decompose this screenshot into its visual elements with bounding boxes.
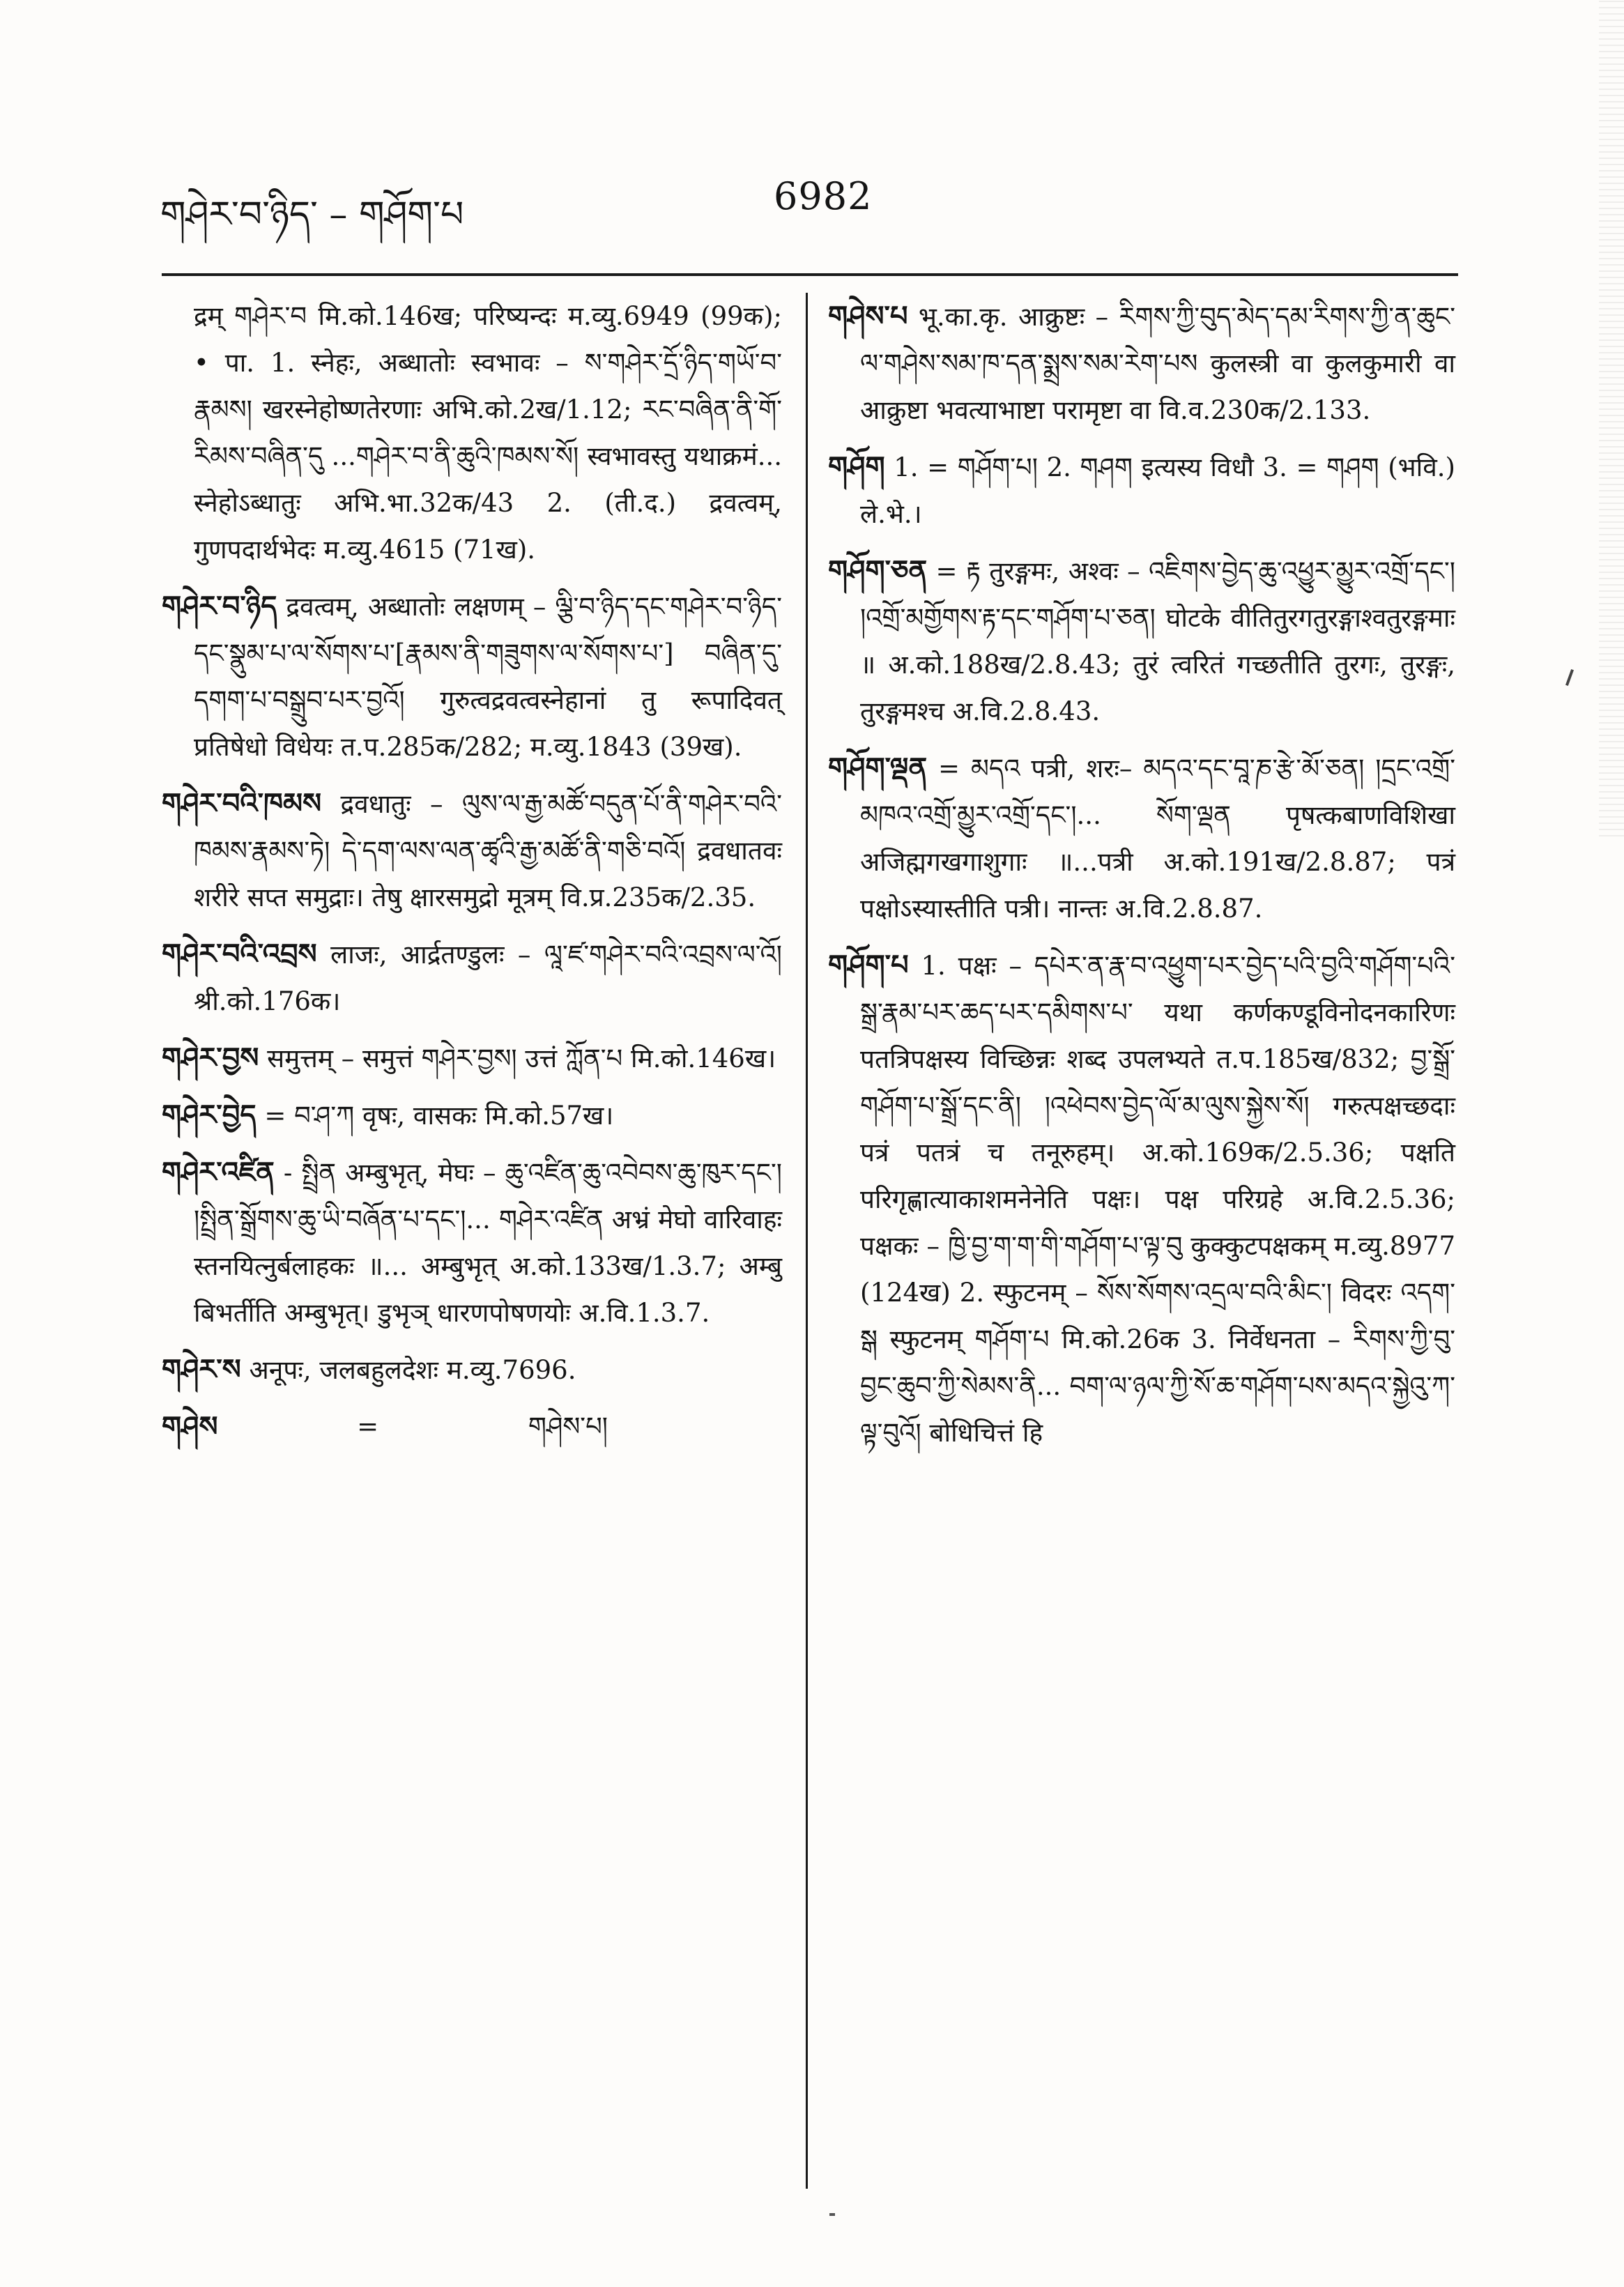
headword: གཤེར་བའི་ཁམས bbox=[162, 787, 322, 820]
dictionary-entry bbox=[828, 744, 1455, 932]
page-header bbox=[160, 160, 1464, 237]
entry-body: द्रवत्वम्, अब्धातोः लक्षणम् – ལྕི་བ་ཉིད་དང་གཤེར་བ་ཉིད་དང་སྣུམ་པ་ལ་སོགས་པ་[རྣམས་ནི་གཟུགས་ལ་སོགས་པ་] བཞིན་དུ་དགག་པ་བསྒྲུབ་པར་བྱའོ། गुरुत्वद्रवत्वस्नेहानां तु रूपादिवत् प्रतिषेधो विधेयः त.प.285क/282; म.व्यु.1843 (39ख). bbox=[194, 592, 782, 762]
entry-body: = རྟ तुरङ्गमः, अश्वः – འཇིགས་བྱེད་ཆུ་འཕྱུར་མྱུར་འགྲོ་དང་། །འགྲོ་མགྱོགས་རྟ་དང་གཤོག་པ་ཅན། घोटके वीतितुरगतुरङ्गाश्वतुरङ्गमाः ॥ अ.को.188ख/2.8.43; तुरं त्वरितं गच्छतीति तुरगः, तुरङ्गः, तुरङ्गमश्च अ.वि.2.8.43. bbox=[860, 556, 1455, 726]
headword: གཤེར་བའི་འབྲས bbox=[162, 938, 317, 970]
entry-continued bbox=[162, 293, 782, 573]
headword: གཤེར་ས bbox=[162, 1353, 241, 1386]
headword: གཤེས་པ bbox=[828, 300, 908, 332]
stray-dot bbox=[829, 2213, 835, 2216]
headword: གཤེས bbox=[162, 1410, 218, 1443]
dictionary-entry bbox=[162, 583, 782, 770]
entry-body: - སྤྲིན अम्बुभृत्, मेघः – ཆུ་འཛིན་ཆུ་འབེབས་ཆུ་ཁུར་དང་། །སྤྲིན་སྒྲོགས་ཆུ་ཡི་བཞོན་པ་དང་།... གཤེར་འཛིན अभ्रं मेघो वारिवाहः स्तनयित्नुर्बलाहकः ॥... अम्बुभृत् अ.को.133ख/1.3.7; अम्बु बिभर्तीति अम्बुभृत्। डुभृञ् धारणपोषणयोः अ.वि.1.3.7. bbox=[194, 1158, 782, 1328]
dictionary-entry bbox=[162, 780, 782, 921]
entry-body: द्रम् གཤེར་བ मि.को.146ख; परिष्यन्दः म.व्यु.6949 (99क); • पा. 1. स्नेहः, अब्धातोः स्वभावः – ས་གཤེར་དྲོ་ཉིད་གཡོ་བ་རྣམས། खरस्नेहोष्णतेरणाः अभि.को.2ख/1.12; རང་བཞིན་ནི་གོ་རིམས་བཞིན་དུ ...གཤེར་བ་ནི་ཆུའི་ཁམས་སོ། स्वभावस्तु यथाक्रमं... स्नेहोऽब्धातुः अभि.भा.32क/43 2. (ती.द.) द्रवत्वम्, गुणपदार्थभेदः म.व्यु.4615 (71ख). bbox=[194, 301, 782, 565]
headword: གཤོག་ཅན bbox=[828, 554, 928, 587]
dictionary-entry bbox=[828, 443, 1455, 537]
entry-body: 1. पक्षः – དཔེར་ན་རྣ་བ་འཕྱུག་པར་བྱེད་པའི་བྱའི་གཤོག་པའི་སྒྲ་རྣམ་པར་ཆད་པར་དམིགས་པ་ यथा कर्णकण्डूविनोदनकारिणः पतत्रिपक्षस्य विच्छिन्नः शब्द उपलभ्यते त.प.185ख/832; བྱ་སྒྲོ་གཤོག་པ་སྒྲོ་དང་ནི། །འཕེབས་བྱེད་ལོ་མ་ལུས་སྐྱེས་སོ། गरुत्पक्षच्छदाः पत्रं पतत्रं च तनूरुहम्। अ.को.169क/2.5.36; पक्षति परिगृह्णात्याकाशमनेनेति पक्षः। पक्ष परिग्रहे अ.वि.2.5.36; पक्षकः – ཁྱི་བྱ་ག་ག་གི་གཤོག་པ་ལྟ་བུ कुक्कुटपक्षकम् म.व्यु.8977 (124ख) 2. स्फुटनम् – སོས་སོགས་འདྲལ་བའི་མིང་། विदरः འདག་ སྒ स्फुटनम् གཤོག་པ मि.को.26क 3. निर्वेधनता – རིགས་ཀྱི་བུ་བྱང་ཆུབ་ཀྱི་སེམས་ནི... བག་ལ་ཉལ་ཀྱི་སོ་ཆ་གཤོག་པས་མདའ་སྐྱེའུ་ཀ་ལྟ་བུའོ། बोधिचित्तं हि bbox=[860, 951, 1455, 1448]
dictionary-entry bbox=[162, 931, 782, 1025]
header-rule bbox=[162, 273, 1458, 276]
dictionary-entry bbox=[828, 942, 1455, 1456]
running-head: གཤེར་བ་ཉིད་ – གཤོག་པ bbox=[160, 194, 464, 236]
headword: གཤོག་པ bbox=[828, 949, 909, 981]
dictionary-entry bbox=[162, 1092, 782, 1139]
dictionary-entry bbox=[162, 1034, 782, 1082]
scan-edge-noise bbox=[1599, 0, 1624, 836]
entry-body: भू.का.कृ. आक्रुष्टः – རིགས་ཀྱི་བུད་མེད་དམ་རིགས་ཀྱི་ན་ཆུང་ལ་གཤེས་སམ་ཁ་དན་སྨྲས་སམ་རེག་པས कुलस्त्री वा कुलकुमारी वा आक्रुष्टा भवत्याभाष्टा परामृष्टा वा वि.व.230क/2.133. bbox=[860, 302, 1455, 425]
dictionary-entry: གཤེས = གཤེས་པ། bbox=[162, 1403, 782, 1450]
entry-body: གཤེས་པ། bbox=[528, 1412, 608, 1441]
entry-body: 1. = གཤོག་པ། 2. གཤག इत्यस्य विधौ 3. = གཤག (भवि.) ले.भे.। bbox=[860, 452, 1455, 529]
headword: གཤོག bbox=[828, 450, 885, 483]
entry-body: अनूपः, जलबहुलदेशः म.व्यु.7696. bbox=[249, 1355, 576, 1385]
dictionary-entry bbox=[162, 1149, 782, 1336]
headword: གཤོག་ལྡན bbox=[828, 751, 928, 784]
headword: གཤེར་འཛིན bbox=[162, 1156, 275, 1188]
entry-body: लाजः, आर्द्रतण्डुलः – ལཱ་ཛ་གཤེར་བའི་འབྲས་ལ་འོ། श्री.को.176क। bbox=[194, 940, 782, 1016]
dictionary-entry bbox=[828, 293, 1455, 434]
headword: གཤེར་བྱས bbox=[162, 1041, 259, 1074]
page-number: 6982 bbox=[774, 174, 873, 218]
right-column bbox=[828, 293, 1455, 1466]
entry-body: द्रवधातुः – ལུས་ལ་རྒྱ་མཚོ་བདུན་པོ་ནི་གཤེར་བའི་ཁམས་རྣམས་ཏེ། དེ་དག་ལས་ལན་ཚྭའི་རྒྱ་མཚོ་ནི་གཅི་བའོ། द्रवधातवः शरीरे सप्त समुद्राः। तेषु क्षारसमुद्रो मूत्रम् वि.प्र.235क/2.35. bbox=[194, 789, 782, 912]
left-column bbox=[162, 293, 782, 1460]
dictionary-entry bbox=[162, 1346, 782, 1393]
headword: གཤེར་བྱེད bbox=[162, 1099, 256, 1131]
entry-body: समुत्तम् – समुत्तं གཤེར་བྱས། उत्तं ཀློན་པ मि.को.146ख। bbox=[267, 1043, 776, 1073]
entry-body: = མདའ पत्री, शरः– མདའ་དང་བཱ་ཎ་རྩེ་མོ་ཅན། །དྲང་འགྲོ་མཁའ་འགྲོ་མྱུར་འགྲོ་དང་།... སོག་ལྡན पृषत्कबाणविशिखा अजिह्मगखगाशुगाः ॥...पत्री अ.को.191ख/2.8.87; पत्रं पक्षोऽस्यास्तीति पत्री। नान्तः अ.वि.2.8.87. bbox=[860, 754, 1455, 924]
entry-body: = བ་ཤ་ཀ वृषः, वासकः मि.को.57ख। bbox=[264, 1101, 614, 1131]
column-divider bbox=[806, 293, 808, 2189]
stray-mark bbox=[1565, 669, 1574, 686]
dictionary-entry bbox=[828, 547, 1455, 735]
headword: གཤེར་བ་ཉིད bbox=[162, 590, 277, 622]
